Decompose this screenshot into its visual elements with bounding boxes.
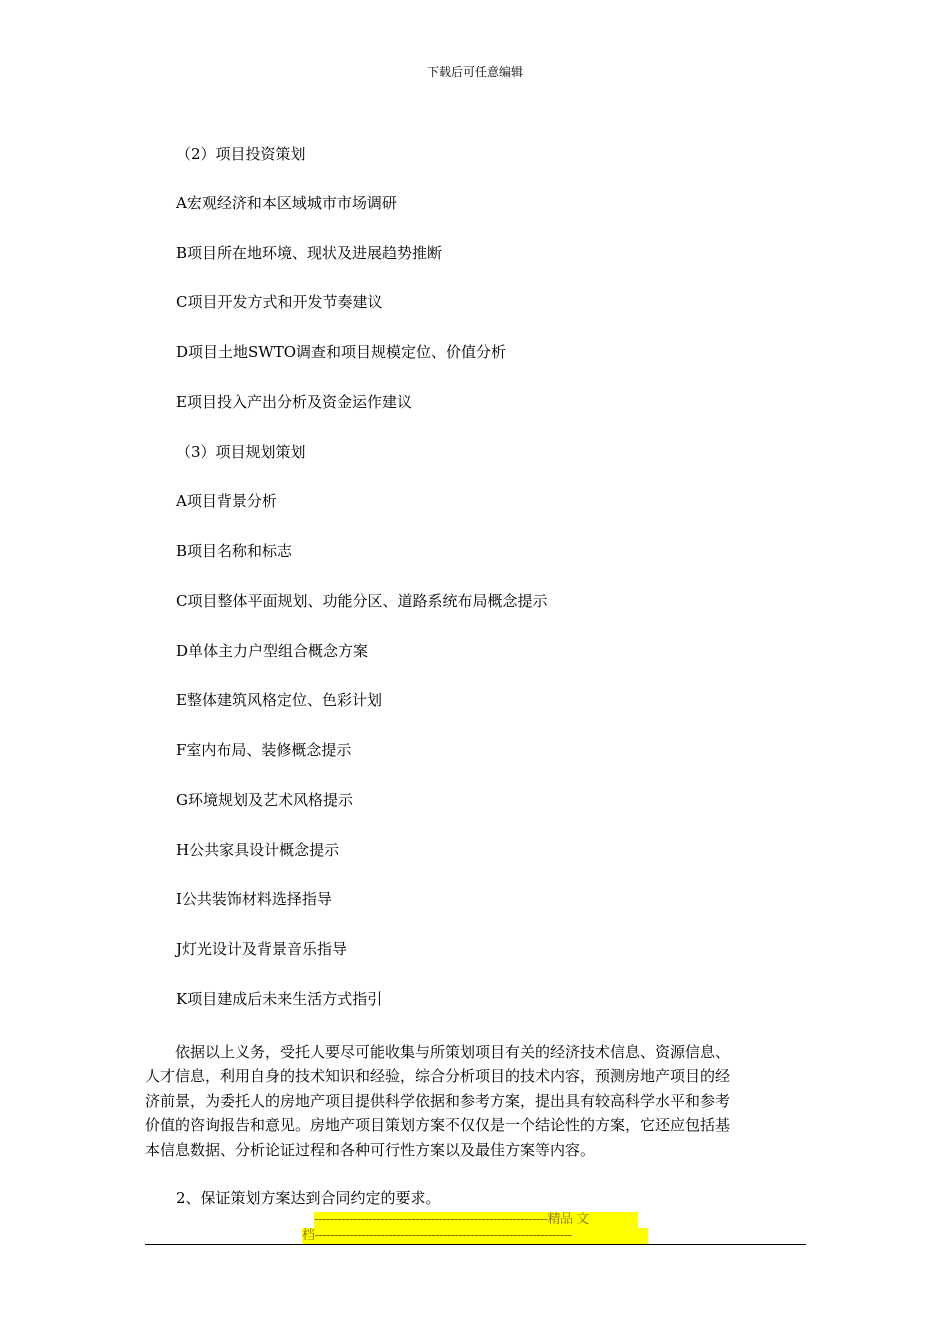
list-item: C项目整体平面规划、功能分区、道路系统布局概念提示: [176, 592, 548, 610]
list-item: J灯光设计及背景音乐指导: [176, 940, 348, 958]
list-item: D项目土地SWTO调查和项目规模定位、价值分析: [176, 343, 507, 361]
list-item: K项目建成后未来生活方式指引: [176, 990, 383, 1008]
list-item: B项目名称和标志: [176, 542, 293, 560]
list-item: A项目背景分析: [176, 492, 277, 510]
list-item: C项目开发方式和开发节奏建议: [176, 293, 383, 311]
footer-marker-line-2: 档------------------------------------------------------------------: [302, 1228, 648, 1244]
list-item: I公共装饰材料选择指导: [176, 890, 332, 908]
list-item: A宏观经济和本区域城市市场调研: [176, 194, 397, 212]
section-heading-requirements: 2、保证策划方案达到合同约定的要求。: [176, 1189, 441, 1207]
section-heading-planning: （3）项目规划策划: [176, 443, 306, 461]
page-header: 下载后可任意编辑: [426, 65, 523, 79]
list-item: F室内布局、装修概念提示: [176, 741, 352, 759]
paragraph-line: 人才信息，利用自身的技术知识和经验，综合分析项目的技术内容，预测房地产项目的经: [145, 1067, 731, 1086]
footer-divider: [145, 1244, 806, 1245]
list-item: E项目投入产出分析及资金运作建议: [176, 393, 412, 411]
list-item: G环境规划及艺术风格提示: [176, 791, 353, 809]
list-item: B项目所在地环境、现状及进展趋势推断: [176, 244, 443, 262]
list-item: D单体主力户型组合概念方案: [176, 642, 369, 660]
list-item: E整体建筑风格定位、色彩计划: [176, 691, 382, 709]
paragraph-line: 济前景，为委托人的房地产项目提供科学依据和参考方案，提出具有较高科学水平和参考: [145, 1091, 731, 1110]
paragraph-line: 依据以上义务，受托人要尽可能收集与所策划项目有关的经济技术信息、资源信息、: [175, 1043, 731, 1061]
body-paragraph: [145, 1040, 809, 1162]
paragraph-line: 价值的咨询报告和意见。房地产项目策划方案不仅仅是一个结论性的方案，它还应包括基: [145, 1116, 731, 1135]
list-item: H公共家具设计概念提示: [176, 841, 340, 859]
section-heading-investment: （2）项目投资策划: [176, 145, 306, 163]
footer-marker-line-1: ------------------------------------------------------------精品 文: [314, 1212, 638, 1228]
paragraph-line: 本信息数据、分析论证过程和各种可行性方案以及最佳方案等内容。: [145, 1140, 596, 1159]
